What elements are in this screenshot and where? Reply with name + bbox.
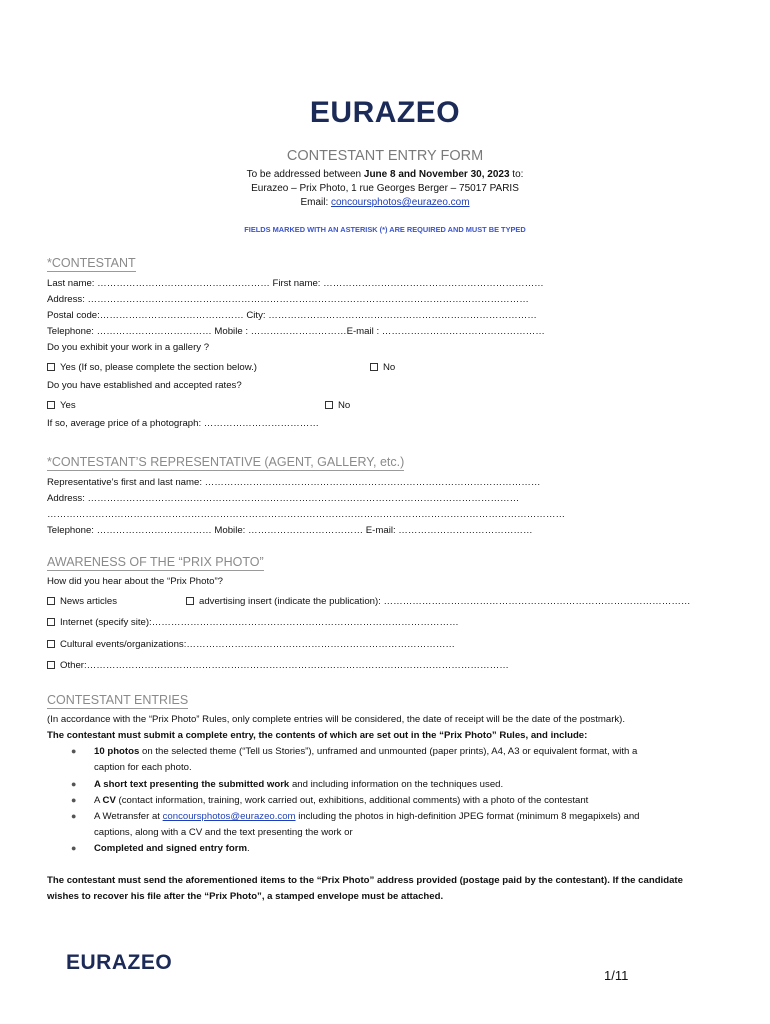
checkbox-icon[interactable] [47,401,55,409]
contestant-phone-line[interactable]: Telephone: ……………………………… Mobile : …………………………E-mail : …………………………………………… [47,326,545,337]
bullet-icon: ● [71,779,77,789]
entry-item-wetransfer [94,811,640,822]
entry-wetransfer-pre: A Wetransfer at [94,811,163,822]
awareness-other-option[interactable] [47,660,509,671]
entry-cv-rest: (contact information, training, work carried out, exhibitions, additional comments) with a photo of the contestant [115,795,589,806]
email-line [0,197,770,208]
representative-name-line[interactable]: Representative’s first and last name: …………………………………………………………………………………………… [47,477,541,488]
awareness-internet-label: Internet (specify site):…………………………………………………………………………………… [60,617,459,628]
gallery-question: Do you exhibit your work in a gallery ? [47,342,210,353]
awareness-news-label: News articles [60,596,118,607]
rates-yes-option[interactable] [47,400,76,411]
rates-no-option[interactable] [325,400,350,411]
awareness-question: How did you hear about the “Prix Photo”? [47,576,223,587]
form-title: CONTESTANT ENTRY FORM [286,148,484,164]
average-price-line[interactable]: If so, average price of a photograph: ……………………………… [47,418,319,429]
awareness-ad-option[interactable] [186,596,691,607]
bullet-icon: ● [71,843,77,853]
section-awareness-heading: AWARENESS OF THE “PRIX PHOTO” [47,555,264,569]
address-post: to: [509,169,524,180]
entry-item-wetransfer-cont: captions, along with a CV and the text presenting the work or [94,827,353,838]
entries-footer-note-1: The contestant must send the aforementioned items to the “Prix Photo” address provided (postage paid by the contestant). If the candidate [47,875,683,886]
entry-text-bold: A short text presenting the submitted work [94,779,290,790]
awareness-ad-label: advertising insert (indicate the publication): …………………………………………………………………………………… [199,596,691,607]
awareness-events-option[interactable] [47,639,455,650]
contestant-name-line[interactable]: Last name: ……………………………………………… First name: …………………………………………………………… [47,278,544,289]
checkbox-icon[interactable] [47,618,55,626]
entry-item-photos [94,746,637,757]
gallery-yes-option[interactable] [47,362,257,373]
entries-must-submit: The contestant must submit a complete entry, the contents of which are set out in the “Prix Photo” Rules, and include: [47,730,588,741]
entry-text-rest: and including information on the techniques used. [289,779,504,790]
gallery-no-option[interactable] [370,362,395,373]
bullet-icon: ● [71,811,77,821]
address-pre: To be addressed between [246,169,364,180]
checkbox-icon[interactable] [325,401,333,409]
contestant-postal-line[interactable]: Postal code:……………………………………… City: ………………………………………………………………………… [47,310,537,321]
representative-phone-line[interactable]: Telephone: ……………………………… Mobile: ……………………………… E-mail: …………………………………… [47,525,533,536]
page-number: 1/11 [604,968,629,983]
entry-photos-bold: 10 photos [94,746,140,757]
section-representative-heading: *CONTESTANT’S REPRESENTATIVE (AGENT, GALLERY, etc.) [47,455,405,469]
rates-yes-label: Yes [60,400,76,411]
entry-item-cv [94,795,588,806]
email-link[interactable]: concoursphotos@eurazeo.com [331,197,470,208]
address-line-2: Eurazeo – Prix Photo, 1 rue Georges Berger – 75017 PARIS [251,183,519,194]
entry-item-photos-cont: caption for each photo. [94,762,192,773]
awareness-events-label: Cultural events/organizations:………………………………………………………………………… [60,639,456,650]
checkbox-icon[interactable] [47,597,55,605]
entry-photos-rest: on the selected theme (“Tell us Stories”), unframed and unmounted (paper prints), A4, A3 or equivalent format, with a [139,746,638,757]
address-line-1 [0,169,770,180]
checkbox-icon[interactable] [370,363,378,371]
awareness-other-label: Other:…………………………………………………………………………………………………………………… [60,660,509,671]
entry-item-form [94,843,250,854]
rates-question: Do you have established and accepted rates? [47,380,242,391]
entry-cv-bold: CV [102,795,116,806]
section-contestant-heading: *CONTESTANT [47,256,136,270]
eurazeo-logo: EURAZEO [309,96,461,129]
required-notice: FIELDS MARKED WITH AN ASTERISK (*) ARE REQUIRED AND MUST BE TYPED [244,225,526,234]
checkbox-icon[interactable] [47,640,55,648]
bullet-icon: ● [71,746,77,756]
entry-wetransfer-rest: including the photos in high-definition JPEG format (minimum 8 megapixels) and [295,811,640,822]
entry-wetransfer-link[interactable]: concoursphotos@eurazeo.com [162,811,296,822]
rates-no-label: No [338,400,351,411]
checkbox-icon[interactable] [47,363,55,371]
entry-form-bold: Completed and signed entry form [94,843,247,854]
entry-item-text [94,779,503,790]
entry-form-rest: . [247,843,250,854]
entry-cv-pre: A [94,795,103,806]
gallery-yes-label: Yes (If so, please complete the section below.) [60,362,257,373]
checkbox-icon[interactable] [186,597,194,605]
checkbox-icon[interactable] [47,661,55,669]
gallery-no-label: No [383,362,396,373]
address-dates: June 8 and November 30, 2023 [363,169,510,180]
contestant-address-line[interactable]: Address: ………………………………………………………………………………………………………………………… [47,294,529,305]
bullet-icon: ● [71,795,77,805]
entries-intro: (In accordance with the “Prix Photo” Rules, only complete entries will be considered, the date of receipt will be the date of the postmark). [47,714,626,725]
section-entries-heading: CONTESTANT ENTRIES [47,693,189,707]
representative-address-line[interactable]: Address: ……………………………………………………………………………………………………………………… [47,493,520,504]
awareness-news-option[interactable] [47,596,117,607]
entries-footer-note-2: wishes to recover his file after the “Prix Photo”, a stamped envelope must be attached. [47,891,444,902]
representative-address-line-2[interactable]: ……………………………………………………………………………………………………………………………………………… [47,509,566,520]
email-label: Email: [300,197,331,208]
footer-eurazeo-logo: EURAZEO [66,951,173,974]
awareness-internet-option[interactable] [47,617,459,628]
